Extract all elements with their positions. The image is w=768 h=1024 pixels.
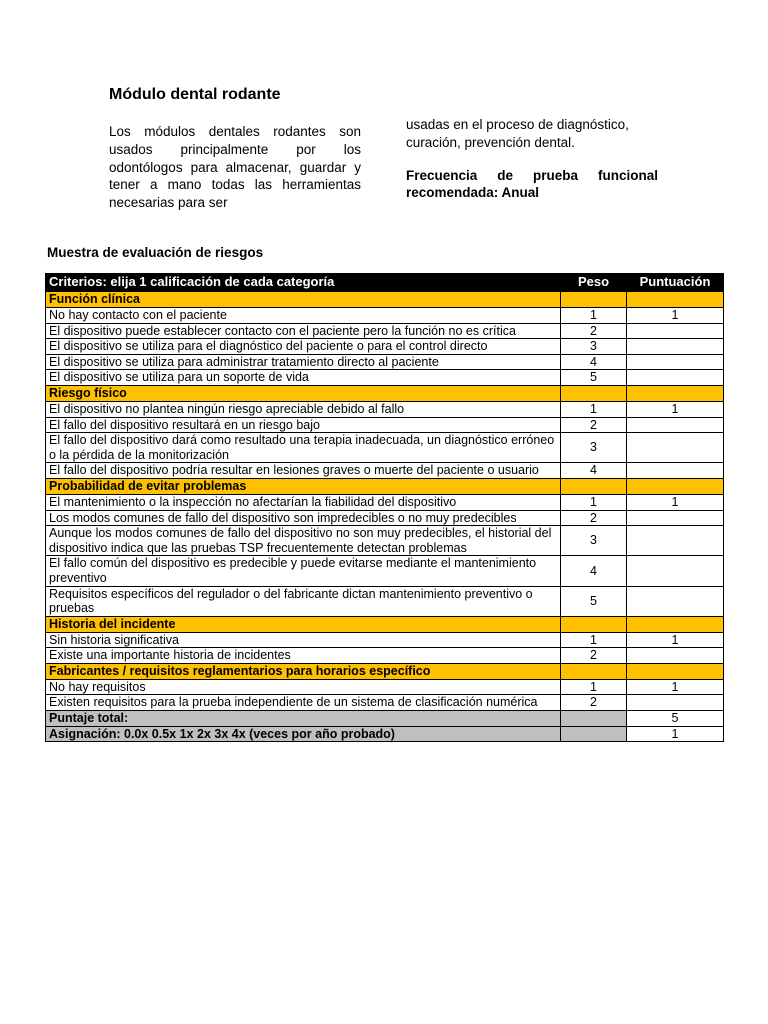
score-value xyxy=(627,648,724,664)
table-row xyxy=(46,308,724,324)
weight-value: 2 xyxy=(561,648,627,664)
score-value xyxy=(627,354,724,370)
table-body xyxy=(46,292,724,711)
table-row xyxy=(46,417,724,433)
table-row xyxy=(46,339,724,355)
table-row xyxy=(46,526,724,556)
table-row xyxy=(46,494,724,510)
category-weight-cell xyxy=(561,385,627,401)
category-score-cell xyxy=(627,478,724,494)
criterion-text: El dispositivo se utiliza para un soporte de vida xyxy=(46,370,561,386)
table-row xyxy=(46,463,724,479)
page-title: Módulo dental rodante xyxy=(109,86,281,103)
criterion-text: El fallo del dispositivo podría resultar en lesiones graves o muerte del paciente o usuario xyxy=(46,463,561,479)
weight-value: 1 xyxy=(561,632,627,648)
category-score-cell xyxy=(627,663,724,679)
score-value xyxy=(627,695,724,711)
weight-value: 4 xyxy=(561,354,627,370)
score-value xyxy=(627,556,724,586)
weight-value: 2 xyxy=(561,510,627,526)
total-weight-cell xyxy=(561,711,627,727)
score-value xyxy=(627,586,724,616)
category-row xyxy=(46,385,724,401)
assignment-label: Asignación: 0.0x 0.5x 1x 2x 3x 4x (veces por año probado) xyxy=(46,726,561,742)
table-row xyxy=(46,586,724,616)
weight-value: 4 xyxy=(561,463,627,479)
category-name: Función clínica xyxy=(46,292,561,308)
category-weight-cell xyxy=(561,663,627,679)
total-row xyxy=(46,711,724,727)
category-row xyxy=(46,478,724,494)
intro-paragraph-continued: usadas en el proceso de diagnóstico, curación, prevención dental. xyxy=(406,117,629,150)
score-value xyxy=(627,417,724,433)
category-weight-cell xyxy=(561,478,627,494)
weight-value: 1 xyxy=(561,401,627,417)
weight-value: 2 xyxy=(561,695,627,711)
score-value xyxy=(627,463,724,479)
table-row xyxy=(46,433,724,463)
score-value xyxy=(627,339,724,355)
criteria-header: Criterios: elija 1 calificación de cada categoría xyxy=(46,274,561,292)
criterion-text: Requisitos específicos del regulador o del fabricante dictan mantenimiento preventivo o pruebas xyxy=(46,586,561,616)
category-name: Probabilidad de evitar problemas xyxy=(46,478,561,494)
criterion-text: Existe una importante historia de incidentes xyxy=(46,648,561,664)
score-value xyxy=(627,370,724,386)
weight-value: 3 xyxy=(561,339,627,355)
criterion-text: El fallo común del dispositivo es predecible y puede evitarse mediante el mantenimiento preventivo xyxy=(46,556,561,586)
criterion-text: Existen requisitos para la prueba independiente de un sistema de clasificación numérica xyxy=(46,695,561,711)
score-value: 1 xyxy=(627,494,724,510)
criterion-text: El dispositivo se utiliza para administrar tratamiento directo al paciente xyxy=(46,354,561,370)
criterion-text: No hay contacto con el paciente xyxy=(46,308,561,324)
score-value: 1 xyxy=(627,679,724,695)
category-weight-cell xyxy=(561,616,627,632)
category-row xyxy=(46,663,724,679)
table-row xyxy=(46,679,724,695)
criterion-text: El dispositivo se utiliza para el diagnóstico del paciente o para el control directo xyxy=(46,339,561,355)
table-row xyxy=(46,370,724,386)
criterion-text: El fallo del dispositivo dará como resultado una terapia inadecuada, un diagnóstico erróneo o la pérdida de la monitorización xyxy=(46,433,561,463)
table-row xyxy=(46,354,724,370)
weight-value: 1 xyxy=(561,494,627,510)
total-label: Puntaje total: xyxy=(46,711,561,727)
score-value xyxy=(627,323,724,339)
weight-header: Peso xyxy=(561,274,627,292)
table-header-row xyxy=(46,274,724,292)
criterion-text: Aunque los modos comunes de fallo del dispositivo no son muy predecibles, el historial del dispositivo indica que las pruebas TSP frecuentemente detectan problemas xyxy=(46,526,561,556)
criterion-text: Sin historia significativa xyxy=(46,632,561,648)
criterion-text: El dispositivo puede establecer contacto con el paciente pero la función no es crítica xyxy=(46,323,561,339)
table-row xyxy=(46,648,724,664)
score-value xyxy=(627,510,724,526)
category-row xyxy=(46,616,724,632)
section-title: Muestra de evaluación de riesgos xyxy=(47,245,264,260)
table-row xyxy=(46,632,724,648)
assignment-weight-cell xyxy=(561,726,627,742)
table-row xyxy=(46,695,724,711)
score-value xyxy=(627,526,724,556)
intro-column-2 xyxy=(406,116,658,202)
category-name: Riesgo físico xyxy=(46,385,561,401)
score-value xyxy=(627,433,724,463)
weight-value: 5 xyxy=(561,370,627,386)
weight-value: 3 xyxy=(561,433,627,463)
score-value: 1 xyxy=(627,308,724,324)
weight-value: 1 xyxy=(561,308,627,324)
weight-value: 2 xyxy=(561,417,627,433)
category-row xyxy=(46,292,724,308)
weight-value: 1 xyxy=(561,679,627,695)
category-score-cell xyxy=(627,616,724,632)
score-header: Puntuación xyxy=(627,274,724,292)
total-value: 5 xyxy=(627,711,724,727)
table-row xyxy=(46,401,724,417)
test-frequency: Frecuencia de prueba funcional recomendada: Anual xyxy=(406,167,658,201)
criterion-text: No hay requisitos xyxy=(46,679,561,695)
assignment-value: 1 xyxy=(627,726,724,742)
weight-value: 3 xyxy=(561,526,627,556)
category-weight-cell xyxy=(561,292,627,308)
category-name: Historia del incidente xyxy=(46,616,561,632)
criterion-text: El dispositivo no plantea ningún riesgo apreciable debido al fallo xyxy=(46,401,561,417)
assignment-row xyxy=(46,726,724,742)
intro-paragraph: Los módulos dentales rodantes son usados principalmente por los odontólogos para almacenar, guardar y tener a mano todas las herramientas necesarias para ser xyxy=(109,124,361,211)
table-row xyxy=(46,510,724,526)
table-row xyxy=(46,556,724,586)
weight-value: 2 xyxy=(561,323,627,339)
criterion-text: El mantenimiento o la inspección no afectarían la fiabilidad del dispositivo xyxy=(46,494,561,510)
category-name: Fabricantes / requisitos reglamentarios para horarios específico xyxy=(46,663,561,679)
category-score-cell xyxy=(627,292,724,308)
weight-value: 4 xyxy=(561,556,627,586)
criterion-text: Los modos comunes de fallo del dispositivo son impredecibles o no muy predecibles xyxy=(46,510,561,526)
risk-assessment-table xyxy=(45,273,724,742)
weight-value: 5 xyxy=(561,586,627,616)
category-score-cell xyxy=(627,385,724,401)
criterion-text: El fallo del dispositivo resultará en un riesgo bajo xyxy=(46,417,561,433)
table-row xyxy=(46,323,724,339)
score-value: 1 xyxy=(627,401,724,417)
score-value: 1 xyxy=(627,632,724,648)
